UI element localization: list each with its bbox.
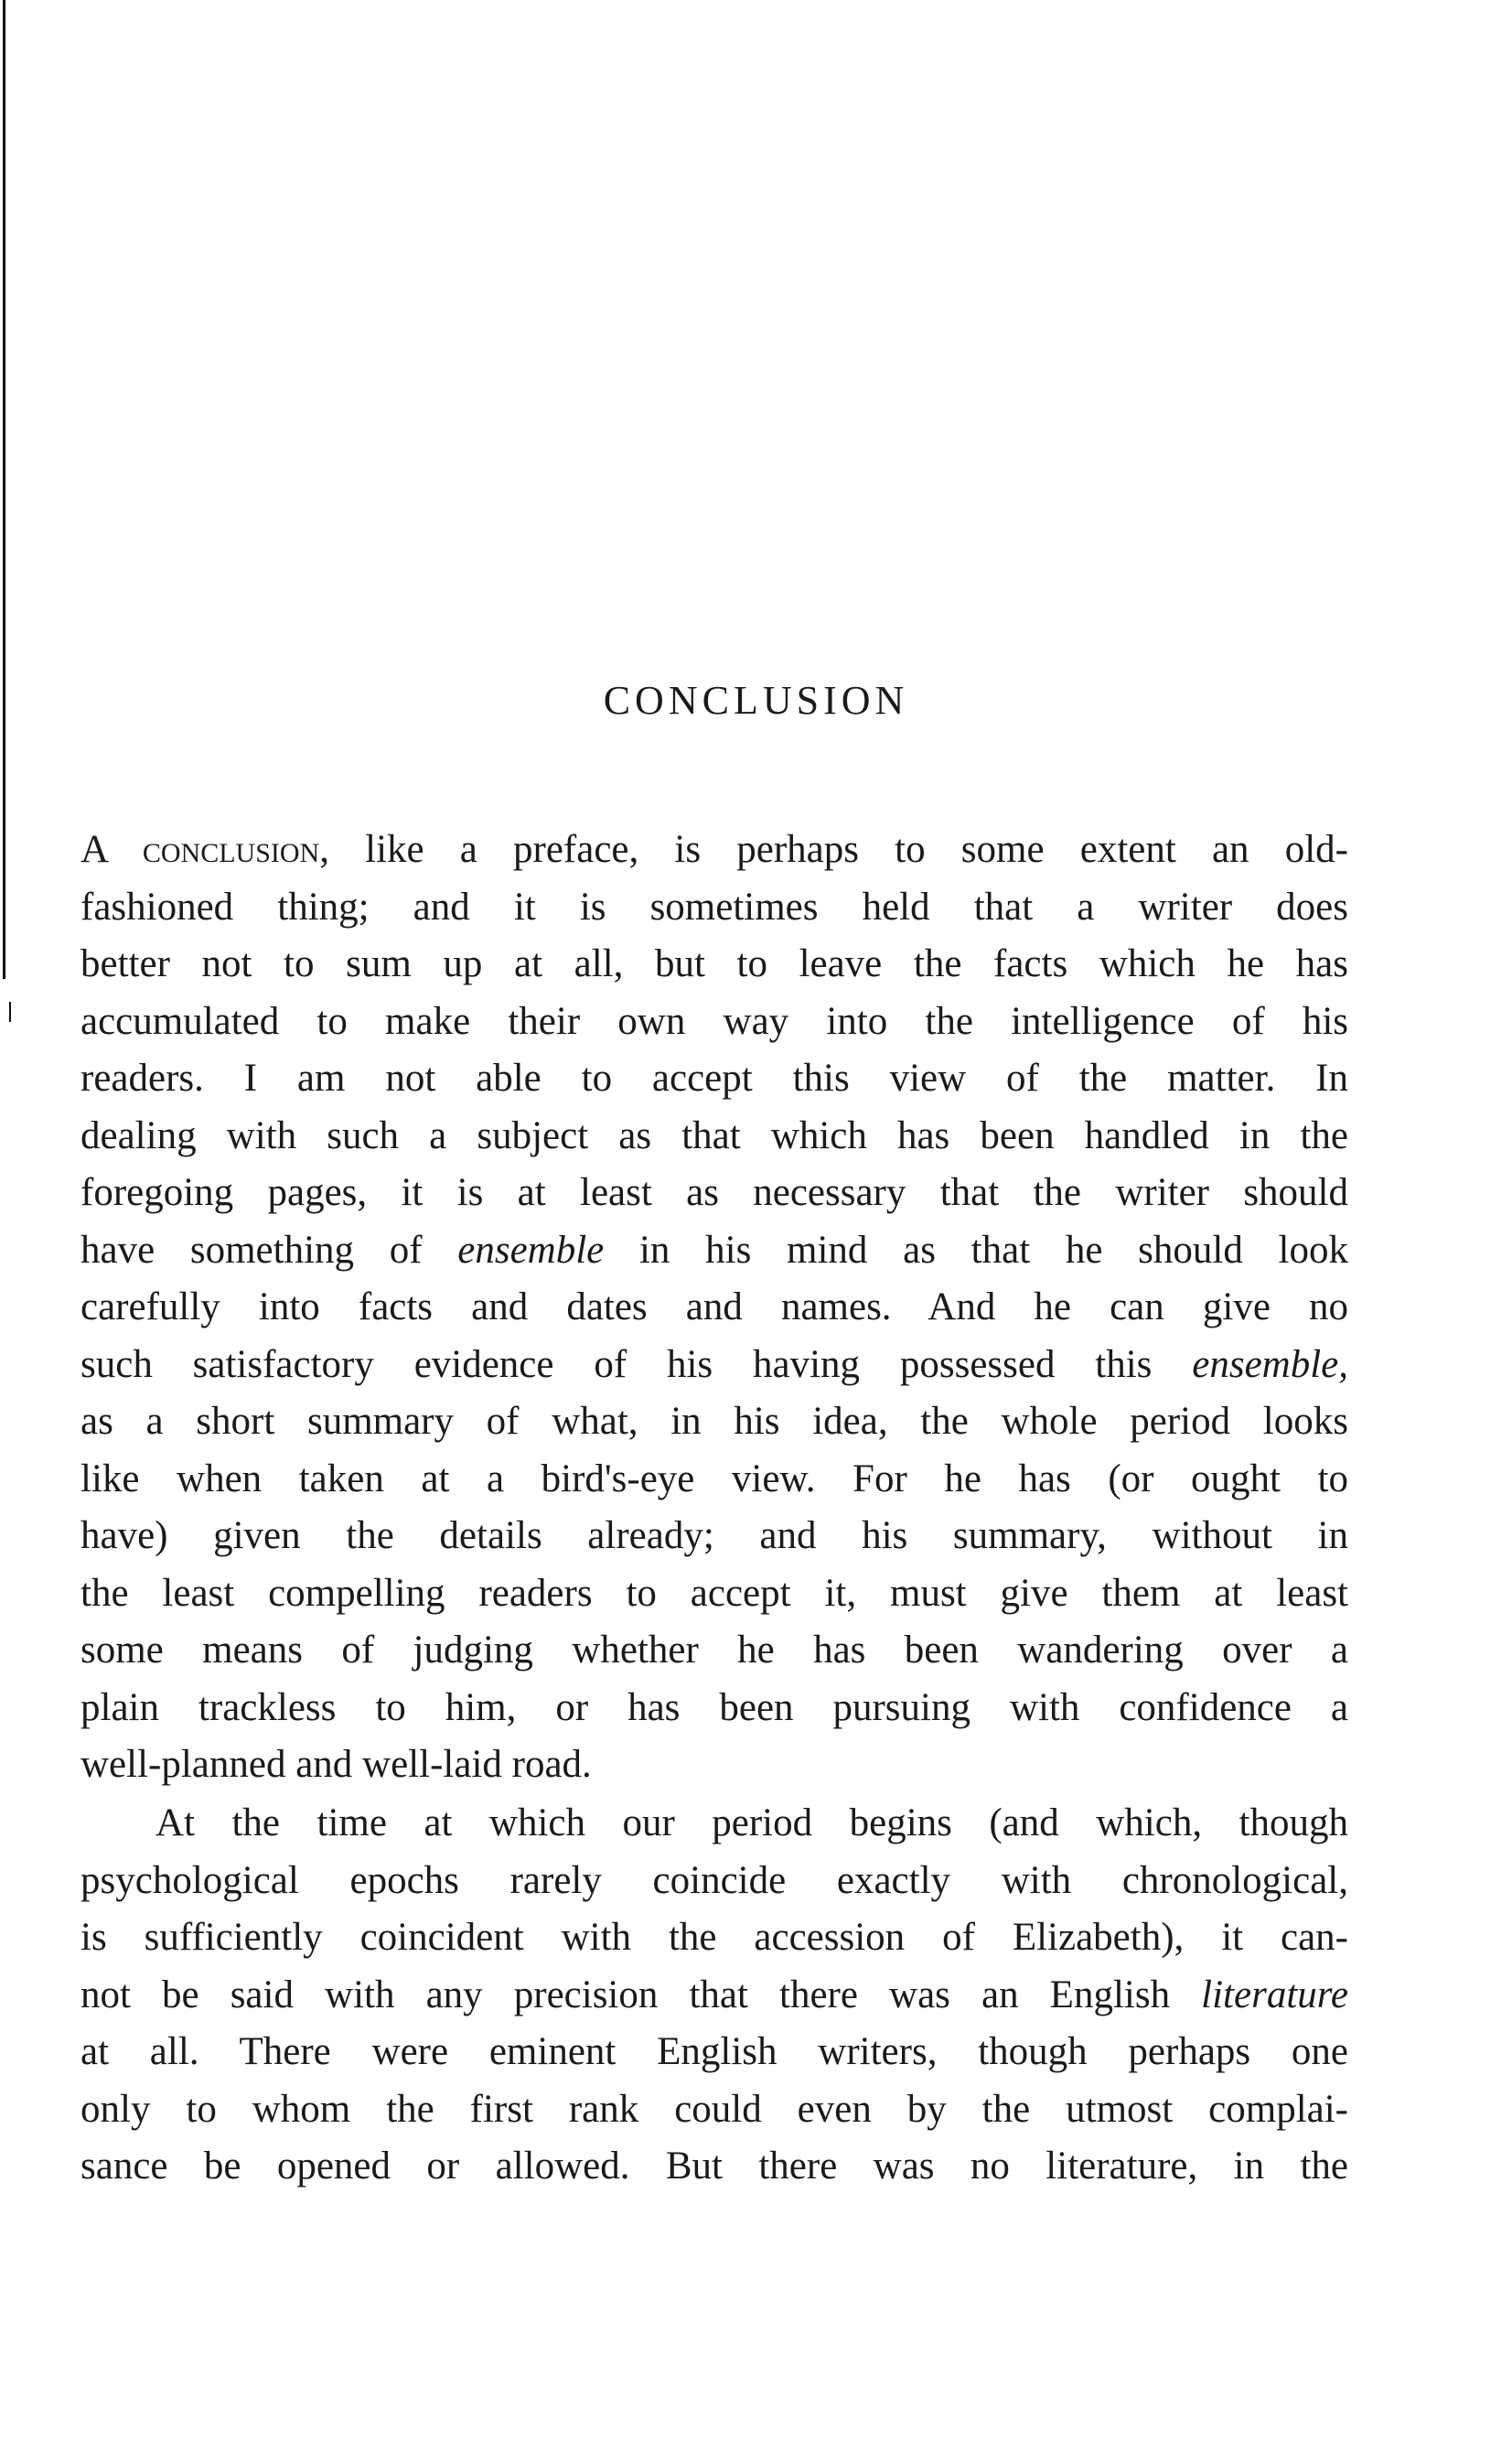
- italic-term: literature: [1201, 1973, 1348, 2016]
- text-line: like when taken at a bird's-eye view. For he has (or ought to: [80, 1457, 1348, 1500]
- text-line: [80, 1967, 1348, 2025]
- text-line: well-planned and well-laid road.: [80, 1743, 592, 1786]
- text-line: plain trackless to him, or has been pursuing with confidence a: [80, 1685, 1348, 1729]
- opening-small-caps: A conclusion,: [80, 828, 329, 871]
- text-line: foregoing pages, it is at least as necessary that the writer should: [80, 1171, 1348, 1214]
- page-edge-line: [3, 0, 5, 979]
- italic-term: ensemble: [457, 1228, 605, 1272]
- text-line: [80, 1222, 1348, 1280]
- text-line: only to whom the first rank could even by the utmost complai-: [80, 2087, 1348, 2131]
- text-line: psychological epochs rarely coincide exactly with chronological,: [80, 1858, 1348, 1902]
- text-run: have something of: [80, 1228, 458, 1272]
- text-line: have) given the details already; and his summary, without in: [80, 1514, 1348, 1557]
- text-line: better not to sum up at all, but to leave the facts which he has: [80, 942, 1348, 985]
- text-run: not be said with any precision that there was an English: [80, 1973, 1202, 2016]
- text-line: sance be opened or allowed. But there was no literature, in the: [80, 2145, 1348, 2188]
- paragraph-1: [80, 822, 1348, 1794]
- text-line: accumulated to make their own way into the intelligence of his: [80, 999, 1348, 1043]
- text-line-content: like a preface, is perhaps to some extent an old-: [365, 828, 1348, 871]
- text-line: as a short summary of what, in his idea, the whole period looks: [80, 1400, 1348, 1443]
- text-run: such satisfactory evidence of his having possessed this: [80, 1342, 1193, 1386]
- text-line: readers. I am not able to accept this view of the matter. In: [80, 1057, 1348, 1100]
- text-line: at all. There were eminent English writers, though perhaps one: [80, 2030, 1348, 2073]
- italic-term: ensemble,: [1192, 1342, 1348, 1386]
- chapter-title: CONCLUSION: [603, 678, 909, 723]
- text-run: in his mind as that he should look: [604, 1228, 1348, 1272]
- paragraph-2: [80, 1795, 1348, 2196]
- text-line: is sufficiently coincident with the accession of Elizabeth), it can-: [80, 1916, 1348, 1959]
- text-line: the least compelling readers to accept it, must give them at least: [80, 1571, 1348, 1615]
- text-line: [80, 822, 1348, 879]
- text-line: some means of judging whether he has been wandering over a: [80, 1629, 1348, 1672]
- text-line: dealing with such a subject as that which has been handled in the: [80, 1113, 1348, 1157]
- text-line: fashioned thing; and it is sometimes held that a writer does: [80, 885, 1348, 929]
- text-line: At the time at which our period begins (and which, though: [155, 1801, 1348, 1844]
- text-line: [80, 1337, 1348, 1394]
- text-line: carefully into facts and dates and names. And he can give no: [80, 1285, 1348, 1328]
- page-edge-tick: [9, 1002, 11, 1022]
